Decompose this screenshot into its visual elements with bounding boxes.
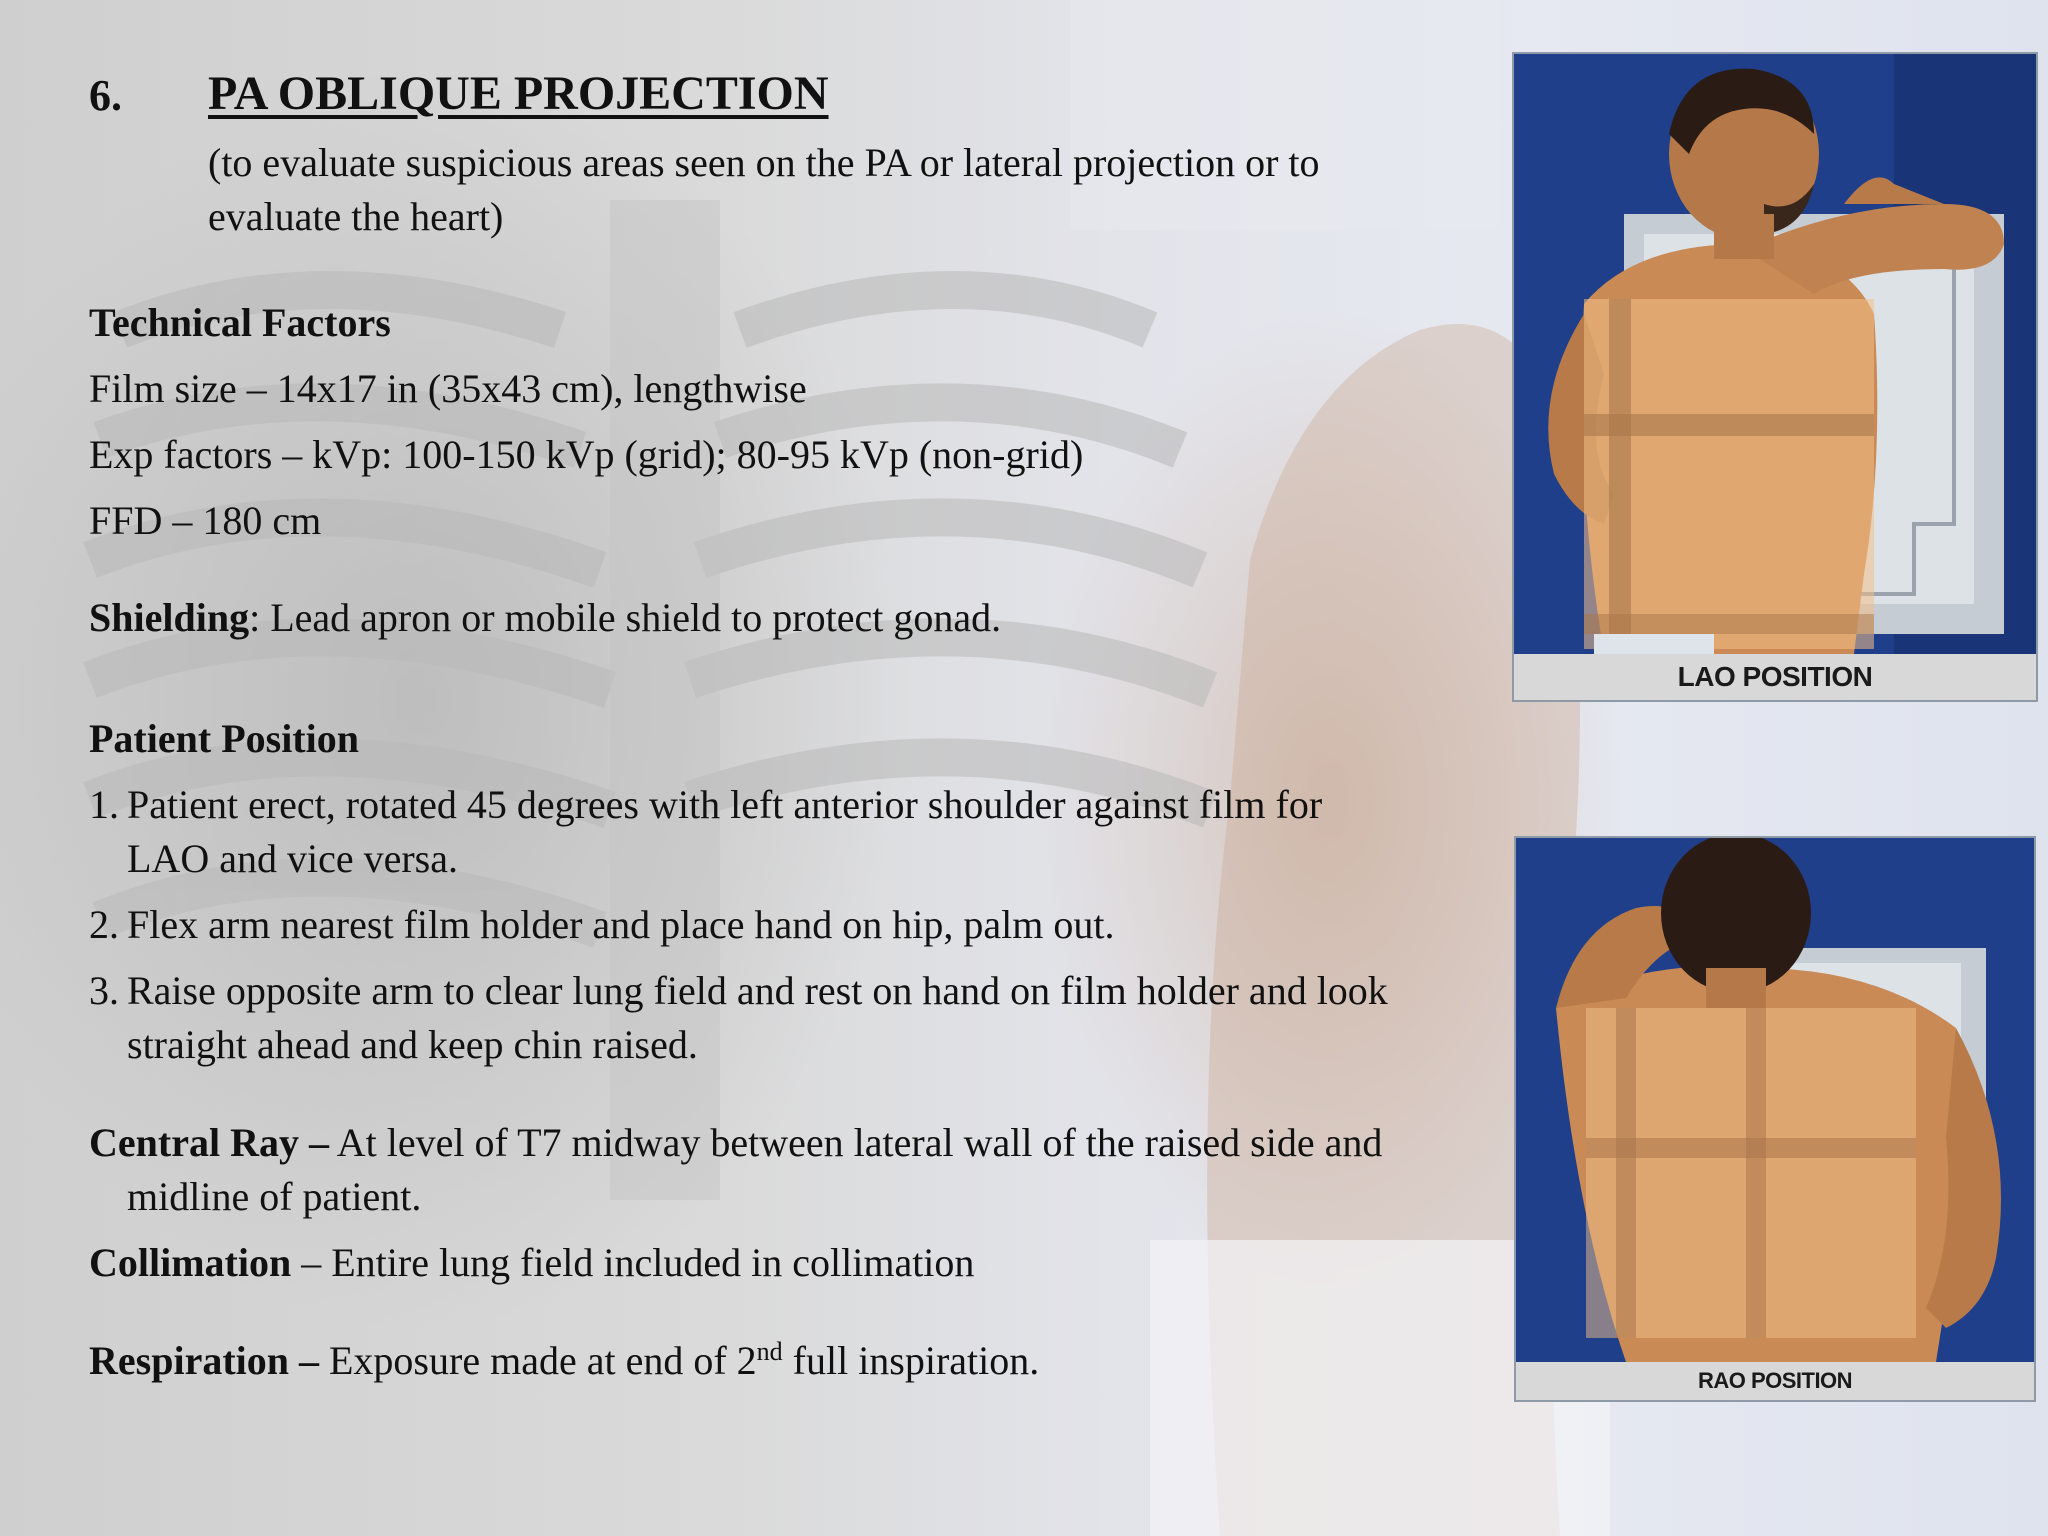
respiration-label: Respiration – — [89, 1338, 319, 1383]
rao-position-image — [1514, 836, 2036, 1402]
list-item-number: 2. — [89, 902, 119, 947]
exp-factors-line: Exp factors – kVp: 100-150 kVp (grid); 80-95 kVp (non-grid) — [89, 432, 1084, 477]
page-title: PA OBLIQUE PROJECTION — [208, 67, 829, 120]
list-item-text: Flex arm nearest film holder and place hand on hip, palm out. — [127, 902, 1115, 947]
collimation-text: – Entire lung field included in collimation — [291, 1240, 975, 1285]
film-size-line: Film size – 14x17 in (35x43 cm), lengthwise — [89, 366, 807, 411]
technical-factors-heading: Technical Factors — [89, 300, 391, 345]
shielding-text: : Lead apron or mobile shield to protect gonad. — [249, 595, 1002, 640]
list-item-text: Raise opposite arm to clear lung field and rest on hand on film holder and look straight ahead and keep chin raised. — [127, 968, 1388, 1067]
list-item — [89, 778, 1389, 886]
shielding-label: Shielding — [89, 595, 250, 640]
respiration-text: Exposure made at end of 2 — [319, 1338, 757, 1383]
shielding-line — [89, 591, 1001, 645]
rao-illustration — [1516, 838, 2034, 1362]
list-item — [89, 898, 1389, 952]
lao-caption: LAO POSITION — [1514, 654, 2036, 700]
respiration-text-end: full inspiration. — [782, 1338, 1040, 1383]
respiration-superscript: nd — [756, 1337, 783, 1366]
central-ray-line — [89, 1116, 1427, 1224]
list-item-number: 1. — [89, 782, 119, 827]
lao-position-image — [1512, 52, 2038, 702]
central-ray-text: At level of T7 midway between lateral wall of the raised side and midline of patient. — [127, 1120, 1383, 1219]
respiration-line — [89, 1334, 1039, 1388]
list-item — [89, 964, 1389, 1072]
patient-position-heading: Patient Position — [89, 716, 359, 761]
list-item-text: Patient erect, rotated 45 degrees with left anterior shoulder against film for LAO and vice versa. — [127, 782, 1323, 881]
page-subtitle: (to evaluate suspicious areas seen on the PA or lateral projection or to evaluate the heart) — [208, 140, 1320, 239]
collimation-label: Collimation — [89, 1240, 292, 1285]
central-ray-label: Central Ray – — [89, 1120, 329, 1165]
section-number: 6. — [89, 71, 122, 120]
rao-caption: RAO POSITION — [1516, 1362, 2034, 1400]
ffd-line: FFD – 180 cm — [89, 498, 322, 543]
list-item-number: 3. — [89, 968, 119, 1013]
collimation-line — [89, 1236, 974, 1290]
lao-illustration — [1514, 54, 2036, 654]
